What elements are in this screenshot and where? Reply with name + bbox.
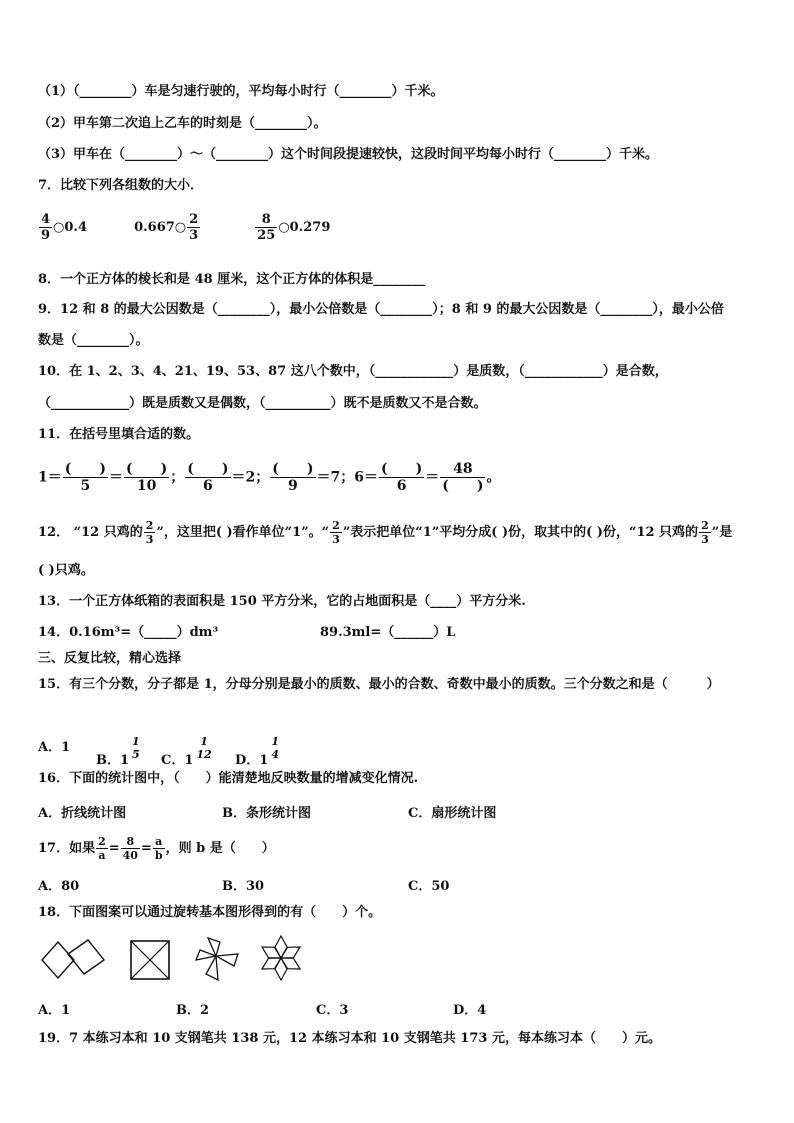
- denominator: 3: [145, 533, 154, 546]
- numerator: 2: [189, 212, 199, 227]
- numerator-blank: ( ): [64, 461, 106, 477]
- question-10-line-2: （____________）既是质数又是偶数，（__________）既不是质数又不是合数。: [38, 396, 487, 411]
- question-7-comparisons: [38, 213, 330, 242]
- denominator: 6: [203, 478, 213, 494]
- sub-question-3: （3）甲车在（________）～（________）这个时间段提速较快，这段时间平均每小时行（________）千米。: [38, 147, 659, 162]
- numerator-blank: ( ): [126, 461, 168, 477]
- denominator: 6: [396, 478, 407, 494]
- numerator: 2: [98, 835, 106, 848]
- denominator: a: [98, 849, 106, 862]
- denominator-blank: ( ): [442, 478, 484, 494]
- numerator: a: [153, 836, 165, 849]
- eq-text: =: [108, 841, 120, 856]
- fraction-2-3: [699, 520, 711, 545]
- fraction-a-b: [153, 836, 165, 861]
- numerator-blank: ( ): [380, 461, 423, 477]
- question-10-line-1: 10．在 1、2、3、4、21、19、53、87 这八个数中，（____________）是质数，（____________）是合数，: [38, 364, 668, 379]
- denominator: 25: [257, 228, 276, 243]
- denominator: b: [154, 849, 163, 862]
- six-rhombus-star-figure: [256, 932, 306, 984]
- denominator: 40: [122, 849, 138, 862]
- question-18: 18．下面图案可以通过旋转基本图形得到的有（ ）个。: [38, 905, 382, 920]
- q18-option-b[interactable]: B．2: [176, 1003, 210, 1018]
- fraction-8-40: [121, 836, 140, 861]
- two-squares-figure: [40, 936, 106, 982]
- denominator: 5: [132, 748, 140, 761]
- numerator: 2: [332, 519, 340, 532]
- numerator-blank: ( ): [272, 461, 314, 477]
- q16-option-b[interactable]: B．条形统计图: [222, 806, 311, 821]
- q16-option-c[interactable]: C．扇形统计图: [408, 806, 497, 821]
- question-15: 15．有三个分数，分子都是 1，分母分别是最小的质数、最小的合数、奇数中最小的质数。三个分数之和是（ ）: [38, 677, 720, 692]
- q18-option-a[interactable]: A．1: [38, 1003, 71, 1018]
- text: ”是: [711, 525, 733, 540]
- fraction-1-5: [130, 736, 142, 760]
- fraction-blank-10: [124, 462, 169, 493]
- text: 12． “12 只鸡的: [38, 525, 143, 540]
- question-19: 19．7 本练习本和 10 支钢笔共 138 元，12 本练习本和 10 支钢笔共 173 元，每本练习本（ ）元。: [38, 1031, 661, 1046]
- fraction-blank-6b: [379, 462, 424, 493]
- question-17: [38, 836, 275, 861]
- option-label: D．1: [235, 753, 269, 768]
- sub-question-2: （2）甲车第二次追上乙车的时刻是（________）。: [38, 116, 327, 131]
- q15-option-c[interactable]: [161, 736, 215, 768]
- question-14-a: 14．0.16m³=（_____）dm³: [38, 625, 219, 640]
- denominator: 10: [136, 478, 157, 494]
- fraction-2-3: [330, 520, 342, 545]
- fraction-8-25: [255, 213, 277, 242]
- question-9-line-2: 数是（________）。: [38, 333, 149, 348]
- option-label: B．1: [96, 753, 130, 768]
- eq-text: 1＝: [38, 469, 62, 486]
- pinwheel-figure: [194, 934, 244, 984]
- eq-text: ＝: [109, 469, 123, 486]
- question-11: 11．在括号里填合适的数。: [38, 427, 200, 442]
- question-13: 13．一个正方体纸箱的表面积是 150 平方分米，它的占地面积是（____）平方分米.: [38, 594, 526, 609]
- numerator: 2: [145, 519, 154, 532]
- question-11-equations: [38, 462, 500, 493]
- fraction-48-blank: [440, 462, 485, 493]
- numerator: 1: [132, 735, 140, 748]
- denominator: 3: [332, 533, 340, 546]
- numerator: 1: [200, 735, 208, 748]
- text: ”表示把单位“1”平均分成( )份，取其中的( )份，“12 只鸡的: [342, 525, 699, 540]
- fraction-blank-6: [185, 462, 230, 493]
- q17-option-b[interactable]: B．30: [222, 879, 265, 894]
- denominator: 4: [271, 748, 279, 761]
- eq-text: ＝: [425, 469, 440, 486]
- question-16: 16．下面的统计图中，（ ）能清楚地反映数量的增减变化情况.: [38, 771, 419, 786]
- compare-c: ○0.279: [278, 220, 331, 235]
- numerator-blank: ( ): [187, 461, 229, 477]
- compare-a: ○0.4: [53, 220, 88, 235]
- numerator: 8: [255, 213, 277, 228]
- fraction-4-9: [39, 213, 52, 242]
- numerator: 48: [440, 462, 485, 478]
- denominator: 9: [41, 228, 51, 243]
- text: ”，这里把( )看作单位“1”。“: [156, 525, 330, 540]
- option-label: C．1: [161, 753, 194, 768]
- denominator: 12: [196, 748, 212, 761]
- text: 17．如果: [38, 841, 96, 856]
- q16-option-a[interactable]: A．折线统计图: [38, 806, 127, 821]
- question-14-b: 89.3ml=（______）L: [320, 625, 456, 640]
- fraction-1-4: [269, 736, 281, 760]
- numerator: 4: [41, 212, 51, 227]
- eq-text: ＝7；6＝: [316, 469, 378, 486]
- eq-text: ＝2；: [231, 469, 270, 486]
- eq-text: 。: [486, 469, 501, 486]
- denominator: 9: [288, 478, 298, 494]
- q15-option-a[interactable]: A．1: [38, 740, 71, 755]
- q18-option-d[interactable]: D．4: [453, 1003, 487, 1018]
- eq-text: =: [140, 841, 152, 856]
- fraction-2-3: [144, 520, 156, 545]
- denominator: 3: [189, 228, 199, 243]
- eq-text: ；: [170, 469, 185, 486]
- question-7: 7．比较下列各组数的大小．: [38, 178, 204, 193]
- numerator: 2: [701, 519, 709, 532]
- denominator: 3: [701, 533, 709, 546]
- question-12-line-2: ( )只鸡。: [38, 563, 94, 578]
- section-3-heading: 三、反复比较，精心选择: [38, 651, 182, 666]
- denominator: 5: [80, 478, 91, 494]
- numerator: 1: [271, 735, 279, 748]
- fraction-blank-9: [270, 462, 315, 493]
- q15-option-b[interactable]: [96, 736, 143, 768]
- fraction-1-12: [194, 736, 213, 760]
- fraction-2-a: [96, 836, 108, 861]
- question-8: 8．一个正方体的棱长和是 48 厘米，这个正方体的体积是________: [38, 272, 426, 287]
- text: ，则 b 是（ ）: [165, 841, 275, 856]
- square-with-diagonals-figure: [128, 938, 172, 982]
- sub-question-1: （1）（________）车是匀速行驶的，平均每小时行（________）千米。: [38, 84, 444, 99]
- question-9-line-1: 9．12 和 8 的最大公因数是（________），最小公倍数是（________）；8 和 9 的最大公因数是（________），最小公倍: [38, 302, 724, 317]
- compare-b-prefix: 0.667○: [134, 220, 187, 235]
- q18-option-c[interactable]: C．3: [316, 1003, 349, 1018]
- q17-option-a[interactable]: A．80: [38, 879, 80, 894]
- q17-option-c[interactable]: C．50: [408, 879, 450, 894]
- question-12-line-1: [38, 520, 732, 545]
- fraction-2-3: [187, 213, 200, 242]
- q15-option-d[interactable]: [235, 736, 282, 768]
- fraction-blank-5: [63, 462, 108, 493]
- numerator: 8: [121, 836, 140, 849]
